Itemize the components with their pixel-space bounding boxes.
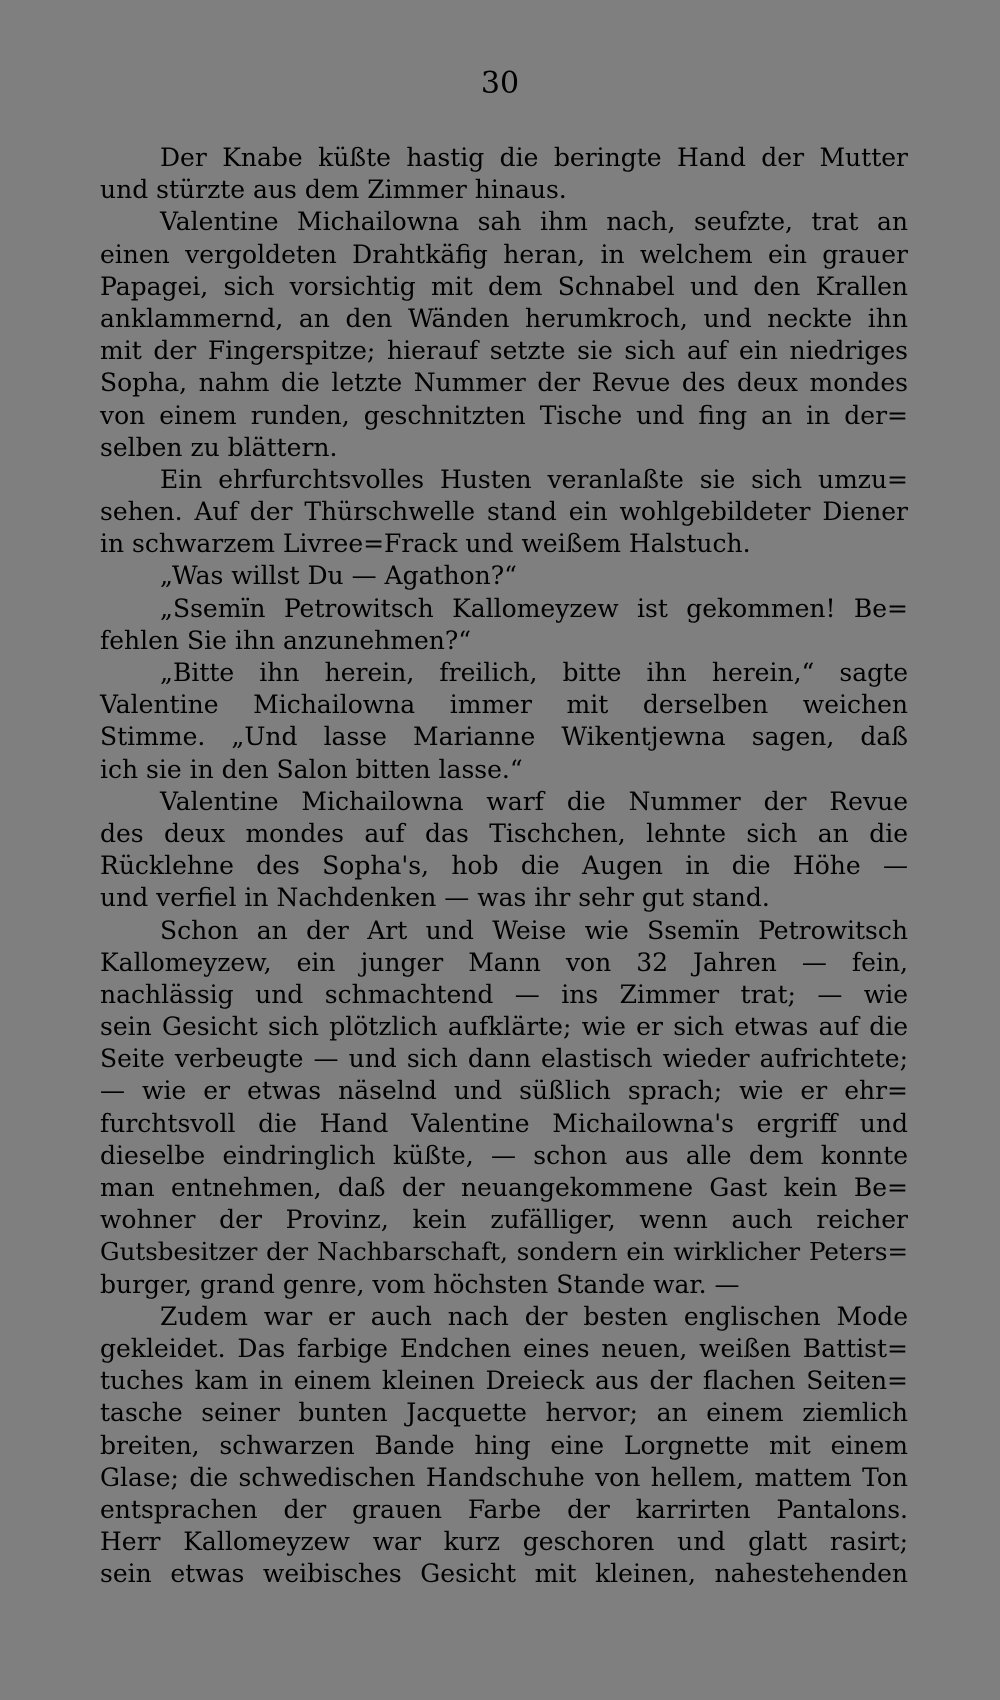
text-line: anklammernd, an den Wänden herumkroch, und neckte ihn <box>100 303 908 333</box>
text-line: entsprachen der grauen Farbe der karrirten Pantalons. <box>100 1494 908 1524</box>
text-line: gekleidet. Das farbige Endchen eines neuen, weißen Battist= <box>100 1333 908 1363</box>
text-line: einen vergoldeten Drahtkäfig heran, in welchem ein grauer <box>100 239 908 269</box>
text-line: Seite verbeugte — und sich dann elastisch wieder aufrichtete; <box>100 1044 908 1074</box>
text-line: breiten, schwarzen Bande hing eine Lorgnette mit einem <box>100 1430 908 1460</box>
text-line: fehlen Sie ihn anzunehmen?“ <box>100 625 472 655</box>
text-line: tuches kam in einem kleinen Dreieck aus der flachen Seiten= <box>100 1366 908 1396</box>
text-line: Valentine Michailowna warf die Nummer der Revue <box>160 786 908 816</box>
text-line: burger, grand genre, vom höchsten Stande war. — <box>100 1269 740 1299</box>
text-line: sein Gesicht sich plötzlich aufklärte; wie er sich etwas auf die <box>100 1012 908 1042</box>
text-line: Rücklehne des Sopha's, hob die Augen in die Höhe — <box>100 851 908 881</box>
text-line: Valentine Michailowna sah ihm nach, seufzte, trat an <box>160 207 908 237</box>
text-line: wohner der Provinz, kein zufälliger, wenn auch reicher <box>100 1205 908 1235</box>
text-line: Sopha, nahm die letzte Nummer der Revue des deux mondes <box>100 368 908 398</box>
text-line: Schon an der Art und Weise wie Ssemïn Petrowitsch <box>160 915 908 945</box>
text-line: Stimme. „Und lasse Marianne Wikentjewna sagen, daß <box>100 722 908 752</box>
text-line: man entnehmen, daß der neuangekommene Gast kein Be= <box>100 1173 908 1202</box>
text-line: Zudem war er auch nach der besten englischen Mode <box>160 1301 908 1331</box>
text-line: furchtsvoll die Hand Valentine Michailowna's ergriff und <box>100 1108 908 1138</box>
text-line: Der Knabe küßte hastig die beringte Hand der Mutter <box>160 143 908 172</box>
body-text <box>100 142 908 1590</box>
text-line: sein etwas weibisches Gesicht mit kleinen, nahestehenden <box>100 1559 908 1589</box>
text-line: sehen. Auf der Thürschwelle stand ein wohlgebildeter Diener <box>100 497 908 527</box>
text-line: des deux mondes auf das Tischchen, lehnte sich an die <box>100 818 908 848</box>
text-line: und stürzte aus dem Zimmer hinaus. <box>100 175 567 205</box>
text-line: selben zu blättern. <box>100 432 338 462</box>
text-line: Herr Kallomeyzew war kurz geschoren und glatt rasirt; <box>100 1527 908 1557</box>
text-line: „Ssemïn Petrowitsch Kallomeyzew ist gekommen! Be= <box>160 593 908 623</box>
text-line: in schwarzem Livree=Frack und weißem Halstuch. <box>100 529 751 559</box>
text-line: Gutsbesitzer der Nachbarschaft, sondern ein wirklicher Peters= <box>100 1237 908 1267</box>
text-line: nachlässig und schmachtend — ins Zimmer trat; — wie <box>100 979 908 1009</box>
text-line: „Bitte ihn herein, freilich, bitte ihn herein,“ sagte <box>160 658 908 687</box>
text-line: „Was willst Du — Agathon?“ <box>160 561 517 591</box>
text-line: Kallomeyzew, ein junger Mann von 32 Jahren — fein, <box>100 947 908 977</box>
page-number: 30 <box>480 66 520 101</box>
text-line: dieselbe eindringlich küßte, — schon aus alle dem konnte <box>100 1140 908 1170</box>
text-line: mit der Fingerspitze; hierauf setzte sie sich auf ein niedriges <box>100 336 908 366</box>
text-line: von einem runden, geschnitzten Tische und fing an in der= <box>100 400 908 430</box>
text-line: tasche seiner bunten Jacquette hervor; an einem ziemlich <box>100 1398 908 1428</box>
text-line: ich sie in den Salon bitten lasse.“ <box>100 754 523 784</box>
text-line: — wie er etwas näselnd und süßlich sprach; wie er ehr= <box>100 1076 908 1106</box>
text-line: Papagei, sich vorsichtig mit dem Schnabel und den Krallen <box>100 271 908 301</box>
text-line: und verfiel in Nachdenken — was ihr sehr gut stand. <box>100 883 770 913</box>
text-line: Glase; die schwedischen Handschuhe von hellem, mattem Ton <box>100 1462 908 1492</box>
text-line: Valentine Michailowna immer mit derselben weichen <box>100 690 908 720</box>
text-line: Ein ehrfurchtsvolles Husten veranlaßte sie sich umzu= <box>160 464 908 494</box>
